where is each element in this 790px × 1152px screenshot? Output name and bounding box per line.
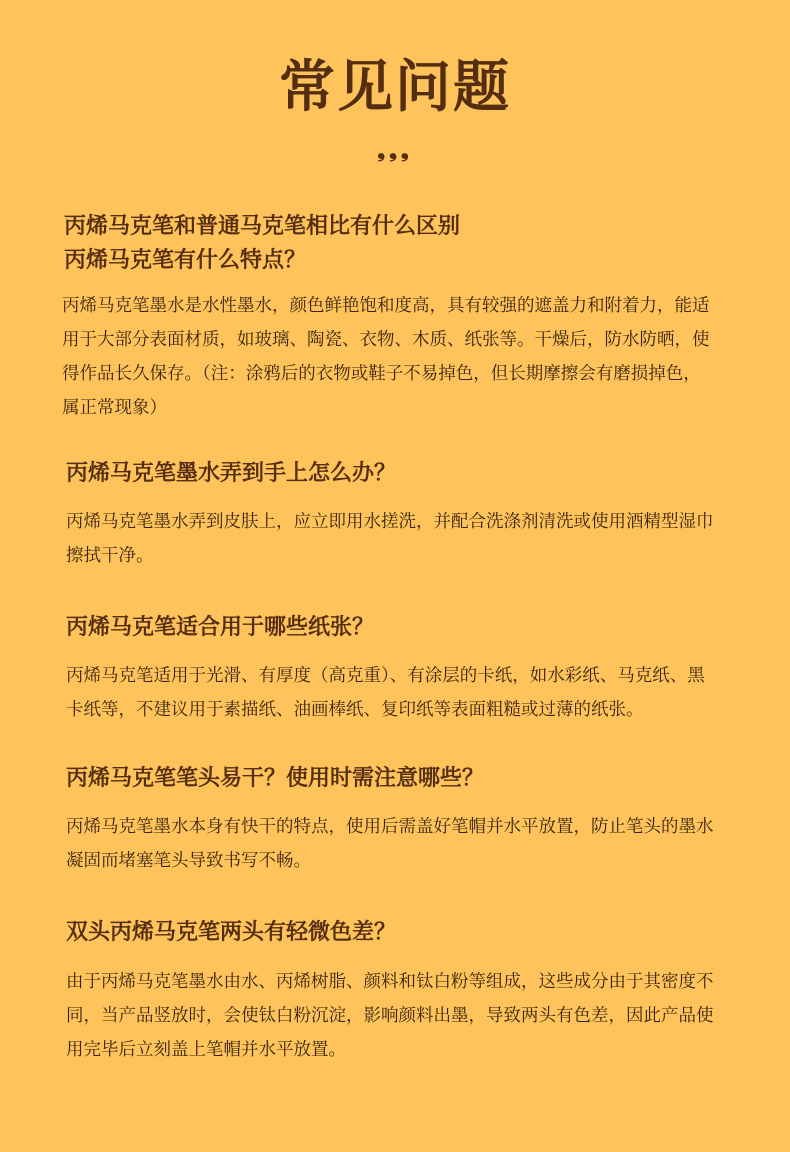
faq-question-2-line-1: 丙烯马克笔墨水弄到手上怎么办？	[66, 461, 397, 486]
faq-answer-2: 丙烯马克笔墨水弄到皮肤上，应立即用水搓洗，并配合洗涤剂清洗或使用酒精型湿巾擦拭干净。	[66, 512, 714, 566]
faq-question-2	[66, 457, 396, 491]
faq-question-4-line-1: 丙烯马克笔笔头易干？使用时需注意哪些？	[66, 766, 485, 791]
faq-question-5-line-1: 双头丙烯马克笔两头有轻微色差？	[66, 920, 397, 945]
title-decoration-dots: ❟❟❟	[377, 138, 413, 162]
faq-answer-4: 丙烯马克笔墨水本身有快干的特点，使用后需盖好笔帽并水平放置，防止笔头的墨水凝固而堵塞笔头导致书写不畅。	[66, 817, 714, 871]
faq-answer-1: 丙烯马克笔墨水是水性墨水，颜色鲜艳饱和度高，具有较强的遮盖力和附着力，能适用于大部分表面材质，如玻璃、陶瓷、衣物、木质、纸张等。干燥后，防水防晒，使得作品长久保存。（注：涂鸦后的衣物或鞋子不易掉色，但长期摩擦会有磨损掉色，属正常现象）	[62, 296, 710, 418]
faq-question-1-line-1: 丙烯马克笔和普通马克笔相比有什么区别	[64, 214, 461, 239]
faq-answer-3: 丙烯马克笔适用于光滑、有厚度（高克重）、有涂层的卡纸，如水彩纸、马克纸、黑卡纸等，不建议用于素描纸、油画棒纸、复印纸等表面粗糙或过薄的纸张。	[66, 666, 705, 720]
faq-question-1	[64, 210, 460, 278]
faq-question-5	[66, 916, 396, 950]
page-title: 常见问题	[279, 55, 511, 120]
faq-question-3	[66, 611, 374, 645]
faq-answer-5: 由于丙烯马克笔墨水由水、丙烯树脂、颜料和钛白粉等组成，这些成分由于其密度不同，当产品竖放时，会使钛白粉沉淀，影响颜料出墨，导致两头有色差，因此产品使用完毕后立刻盖上笔帽并水平放置。	[66, 972, 714, 1060]
faq-question-4	[66, 762, 484, 796]
faq-question-3-line-1: 丙烯马克笔适合用于哪些纸张？	[66, 615, 375, 640]
faq-question-1-line-2: 丙烯马克笔有什么特点？	[64, 248, 307, 273]
